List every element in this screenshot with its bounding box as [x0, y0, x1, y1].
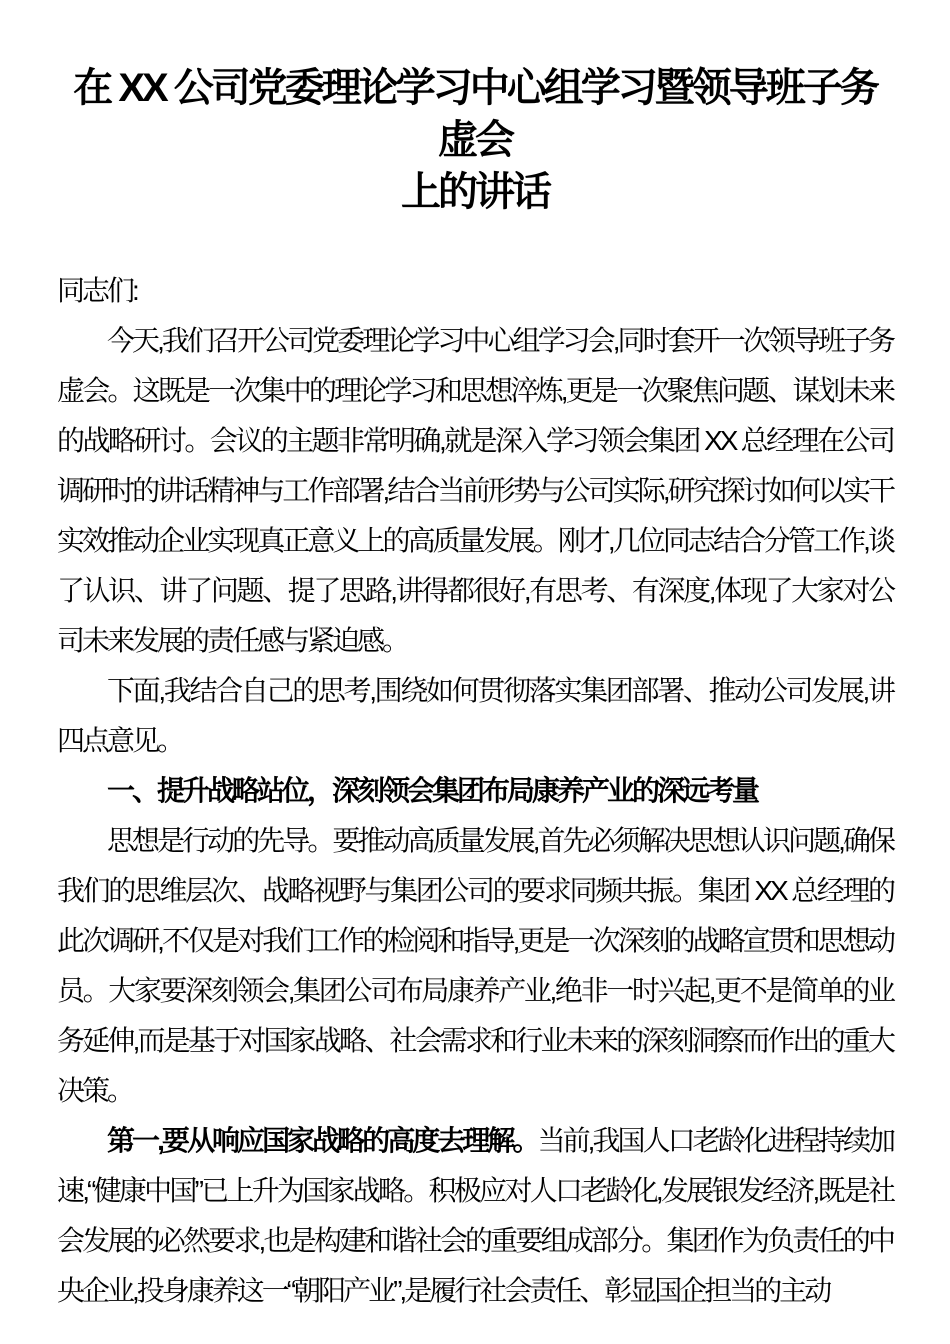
salutation: 同志们: — [57, 275, 137, 306]
paragraph-first-point — [57, 1116, 893, 1316]
document-title-line-1: 在 XX 公司党委理论学习中心组学习暨领导班子务虚会 — [73, 66, 877, 162]
document-title-line-2: 上的讲话 — [401, 170, 549, 214]
first-point-lead-sentence: 第一,要从响应国家战略的高度去理解。 — [107, 1125, 538, 1156]
paragraph-opening: 今天,我们召开公司党委理论学习中心组学习会,同时套开一次领导班子务虚会。这既是一次集中的理论学习和思想淬炼,更是一次聚焦问题、谋划未来的战略研讨。会议的主题非常明确,就是深入学习领会集团 XX 总经理在公司调研时的讲话精神与工作部署,结合当前形势与公司实际,研究探讨如何以实干实效推动企业实现真正意义上的高质量发展。刚才,几位同志结合分管工作,谈了认识、讲了问题、提了思路,讲得都很好,有思考、有深度,体现了大家对公司未来发展的责任感与紧迫感。 — [57, 325, 893, 656]
paragraph-thought: 思想是行动的先导。要推动高质量发展,首先必须解决思想认识问题,确保我们的思维层次、战略视野与集团公司的要求同频共振。集团 XX 总经理的此次调研,不仅是对我们工作的检阅和指导,更是一次深刻的战略宣贯和思想动员。大家要深刻领会,集团公司布局康养产业,绝非一时兴起,更不是简单的业务延伸,而是基于对国家战略、社会需求和行业未来的深刻洞察而作出的重大决策。 — [57, 825, 893, 1106]
section-heading-one: 一、提升战略站位，深刻领会集团布局康养产业的深远考量 — [107, 775, 758, 806]
first-point-body-text: 当前,我国人口老龄化进程持续加速,“健康中国”已上升为国家战略。积极应对人口老龄化,发展银发经济,既是社会发展的必然要求,也是构建和谐社会的重要组成部分。集团作为负责任的中央企业,投身康养这一“朝阳产业”,是履行社会责任、彰显国企担当的主动 — [57, 1125, 893, 1306]
paragraph-transition: 下面,我结合自己的思考,围绕如何贯彻落实集团部署、推动公司发展,讲四点意见。 — [57, 675, 893, 756]
document-title — [57, 62, 893, 218]
